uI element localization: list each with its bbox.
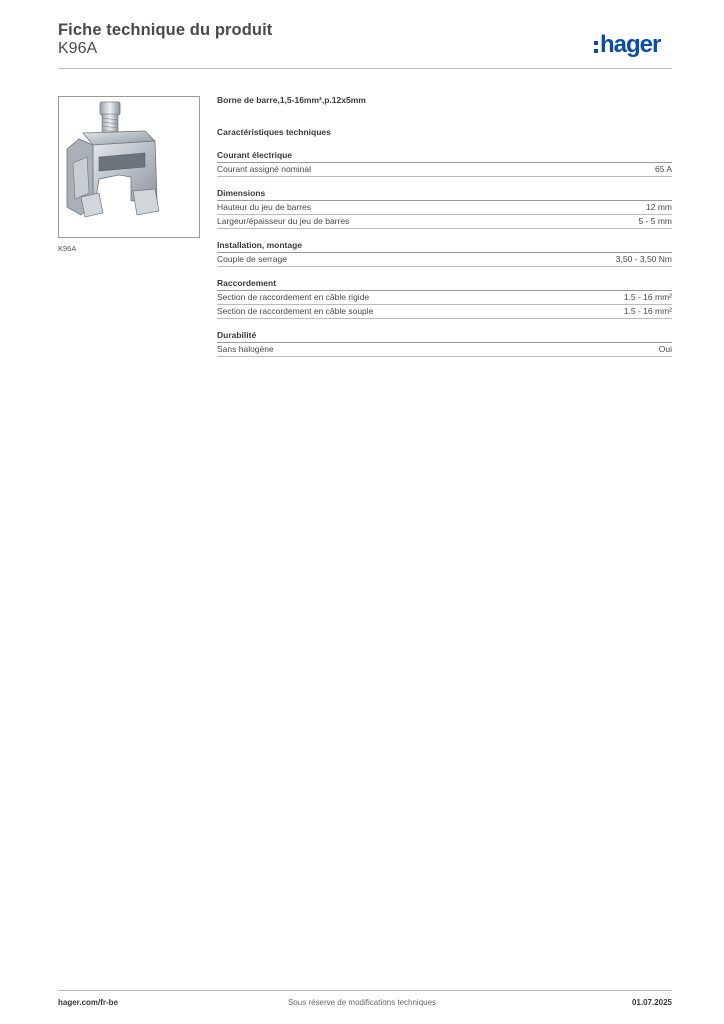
spec-label: Largeur/épaisseur du jeu de barres	[217, 216, 350, 226]
photo-caption: K96A	[58, 244, 77, 253]
spec-group-durabilite	[217, 329, 672, 357]
footer-divider	[58, 990, 672, 991]
spec-row	[217, 253, 672, 267]
group-title: Dimensions	[217, 187, 672, 201]
logo-dots-icon	[594, 41, 598, 53]
spec-row	[217, 215, 672, 229]
spec-row	[217, 163, 672, 177]
footer-website-link[interactable]: hager.com/fr-be	[58, 998, 119, 1007]
spec-group-dimensions	[217, 187, 672, 229]
specs-heading: Caractéristiques techniques	[217, 127, 331, 137]
spec-row	[217, 343, 672, 357]
page-title: Fiche technique du produit	[58, 21, 273, 39]
spec-group-installation	[217, 239, 672, 267]
hager-logo	[594, 27, 660, 57]
group-title: Durabilité	[217, 329, 672, 343]
spec-value: 12 mm	[646, 202, 672, 212]
group-title: Raccordement	[217, 277, 672, 291]
spec-group-raccordement	[217, 277, 672, 319]
product-reference: K96A	[58, 40, 98, 57]
spec-label: Courant assigné nominal	[217, 164, 312, 174]
logo-text: hager	[600, 31, 661, 58]
spec-row	[217, 201, 672, 215]
spec-group-courant	[217, 149, 672, 177]
busbar-terminal-image	[59, 97, 199, 237]
spec-label: Sans halogène	[217, 344, 274, 354]
spec-value: 1.5 - 16 mm²	[623, 292, 672, 302]
spec-sheet	[217, 93, 672, 357]
product-name: Borne de barre,1,5-16mm²,p.12x5mm	[217, 95, 366, 105]
group-title: Installation, montage	[217, 239, 672, 253]
spec-label: Section de raccordement en câble souple	[217, 306, 374, 316]
spec-value: 1.5 - 16 mm²	[623, 306, 672, 316]
footer-date: 01.07.2025	[631, 998, 672, 1007]
spec-value: 5 - 5 mm	[638, 216, 672, 226]
header-divider	[58, 68, 672, 69]
spec-row	[217, 305, 672, 319]
footer-disclaimer: Sous réserve de modifications techniques	[287, 998, 437, 1007]
spec-label: Section de raccordement en câble rigide	[217, 292, 370, 302]
group-title: Courant électrique	[217, 149, 672, 163]
spec-value: Oui	[658, 344, 672, 354]
spec-label: Couple de serrage	[217, 254, 287, 264]
spec-value: 65 A	[654, 164, 672, 174]
spec-label: Hauteur du jeu de barres	[217, 202, 312, 212]
spec-row	[217, 291, 672, 305]
spec-value: 3,50 - 3,50 Nm	[615, 254, 672, 264]
product-photo	[58, 96, 200, 238]
